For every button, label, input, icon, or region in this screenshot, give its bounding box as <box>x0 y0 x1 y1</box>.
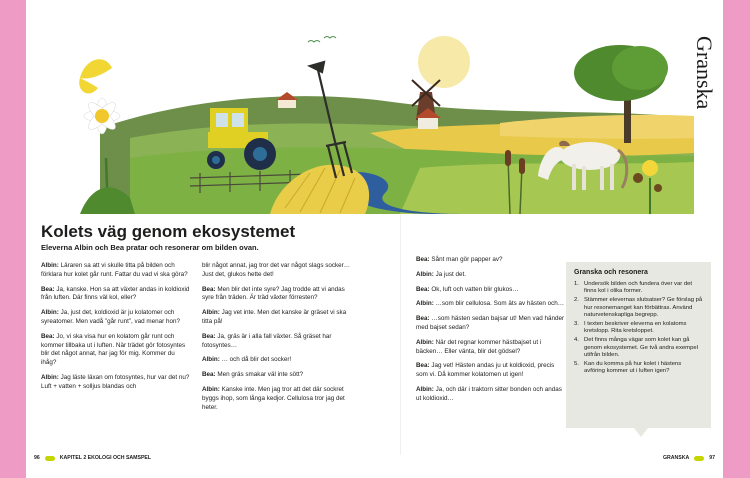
dialogue-line: Bea: Ok, luft och vatten blir glukos… <box>416 285 519 293</box>
footer-left <box>34 455 151 461</box>
dialogue-line: Albin: Jag vet inte. Men det kanske är gräset vi ska titta på! <box>202 309 347 325</box>
question-item: 3. I texten beskriver eleverna en kolatoms kretslopp. Rita kretsloppet. <box>574 321 687 335</box>
dialogue-line: Albin: …som blir cellulosa. Som äts av hästen och… <box>416 300 565 308</box>
questions-box <box>566 262 711 428</box>
page-title: Kolets väg genom ekosystemet <box>41 222 296 241</box>
page-number-left: 96 <box>34 455 40 461</box>
speech-tail-shape <box>634 428 648 437</box>
questions-list <box>574 281 703 375</box>
questions-box-title: Granska och resonera <box>574 269 648 276</box>
dialogue-line: Bea: …som hästen sedan bajsar ut! Men vad händer med bajset sedan? <box>416 315 565 331</box>
dialogue-line: Albin: Ja, och där i traktorn sitter bonden och andas ut koldioxid… <box>416 385 562 402</box>
dialogue-line: Albin: … och då blir det socker! <box>202 356 292 364</box>
dialogue-line: Albin: Läraren sa att vi skulle titta på bilden och förklara hur kolet går runt. Fattar du vad vi ska göra? <box>41 262 188 278</box>
question-item: 1. Undersök bilden och fundera över var det finns kol i olika former. <box>574 281 693 295</box>
dialogue-line: Albin: Kanske inte. Men jag tror att det där sockret byggs ihop, som långa kedjor. Cellulosa tror jag det heter. <box>202 385 345 411</box>
dialogue-column-1 <box>41 262 191 398</box>
dialogue-line: Bea: Men gräs smakar väl inte sött? <box>202 371 304 379</box>
page-number-right: 97 <box>709 455 715 461</box>
page-spine <box>400 215 401 455</box>
dialogue-column-2 <box>202 262 352 418</box>
dialogue-line: Albin: Jag läste läxan om fotosyntes, hur var det nu? Luft + vatten + solljus blandas och <box>41 373 190 390</box>
ecosystem-illustration <box>40 28 694 214</box>
page-subtitle: Eleverna Albin och Bea pratar och resonerar om bilden ovan. <box>41 243 259 252</box>
footer-right <box>663 455 715 461</box>
dialogue-line: blir något annat, jag tror det var något slags socker… Just det, glukos hette det! <box>202 262 351 278</box>
question-item: 2. Stämmer elevernas slutsatser? Ge förslag på hur resonemanget kan förbättras. Använd naturvetenskapliga begrepp. <box>574 297 703 318</box>
chapter-label: KAPITEL 2 EKOLOGI OCH SAMSPEL <box>59 455 152 461</box>
accent-dot-icon <box>694 456 704 461</box>
dialogue-line: Bea: Men blir det inte syre? Jag trodde att vi andas syre från träden. Är träd växter förresten? <box>202 285 345 302</box>
section-label: GRANSKA <box>662 455 690 461</box>
accent-dot-icon <box>45 456 55 461</box>
dialogue-column-3 <box>416 256 566 410</box>
dialogue-line: Albin: När det regnar kommer hästbajset ut i bäcken… Eller vänta, blir det gödsel? <box>416 338 542 355</box>
dialogue-line: Albin: Ja, just det, koldioxid är ju kolatomer och syreatomer. Men vadå ”går runt”, vad menar hon? <box>41 309 180 325</box>
dialogue-line: Bea: Ja, kanske. Hon sa att växter andas in koldioxid från luften. Där finns väl kol, eller? <box>41 285 190 302</box>
dialogue-line: Bea: Sånt man gör papper av? <box>416 256 503 263</box>
sun-shape <box>418 36 470 88</box>
section-tab: Granska <box>692 36 717 110</box>
dialogue-line: Bea: Jag vet! Hästen andas ju ut koldioxid, precis som vi. Då kommer kolatomen ut igen! <box>416 362 555 379</box>
question-item: 4. Det finns många vägar som kolet kan gå genom ekosystemet. Ge två andra exempel utifrån bilden. <box>574 337 698 358</box>
dialogue-line: Bea: Jo, vi ska visa hur en kolatom går runt och kommer tillbaka ut i luften. När trädet gör fotosyntes blir det något annat, har jag för mig. Kommer du ihåg? <box>41 332 186 367</box>
spread-page <box>26 0 723 478</box>
dialogue-line: Albin: Ja just det. <box>416 270 467 278</box>
dialogue-line: Bea: Ja, gräs är i alla fall växter. Så gräset har fotosyntes… <box>202 332 332 349</box>
question-item: 5. Kan du komma på hur kolet i hästens avföring kommer ut i luften igen? <box>574 361 682 375</box>
